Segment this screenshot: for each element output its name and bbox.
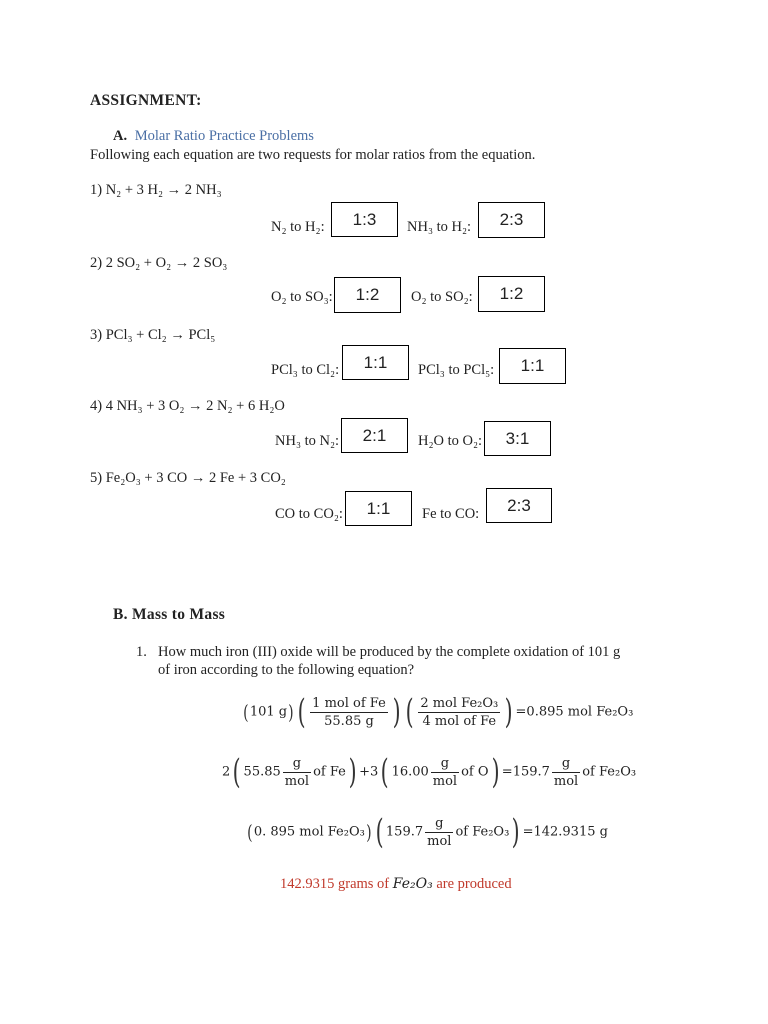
assignment-title: ASSIGNMENT: — [90, 92, 202, 109]
section-a-letter: A. — [113, 128, 128, 144]
answer-box-4a: 2:1 — [341, 418, 408, 453]
equation-3: 3) PCl₃ + Cl₂ → PCl₅ — [90, 327, 216, 343]
answer-box-5a: 1:1 — [345, 491, 412, 526]
equation-4: 4) 4 NH₃ + 3 O₂ → 2 N₂ + 6 H₂O — [90, 398, 285, 414]
ratio-label-2a: O₂ to SO₃: — [271, 289, 333, 305]
calculation-2: 2( 55.85 $\frac{g}{\text{mol}}$ of Fe) +3( 16.00 $\frac{g}{\text{mol}}$ of O) =159.7 $\frac{g}{\text{mol}}$ of Fe₂O₃ — [222, 752, 637, 792]
calc1-result: =0.895 mol Fe₂O₃ — [515, 704, 634, 720]
ratio-label-2b: O₂ to SO₂: — [411, 289, 473, 305]
answer-box-3a: 1:1 — [342, 345, 409, 380]
final-answer: 142.9315 grams of Fe₂O₃ are produced — [280, 876, 512, 892]
section-a-heading — [113, 128, 314, 145]
section-a-title: Molar Ratio Practice Problems — [134, 128, 314, 144]
calc1-fraction-1: $\frac{\text{1 mol of Fe}}{55.85 g}$ — [312, 695, 386, 729]
ratio-label-4b: H₂O to O₂: — [418, 433, 483, 449]
ratio-label-5b: Fe to CO: — [422, 506, 480, 522]
calc1-fraction-2: $\frac{\text{2 mol Fe₂O₃}}{\text{4 mol of Fe}}$ — [420, 695, 499, 729]
question-line-1: How much iron (III) oxide will be produced by the complete oxidation of 101 g — [158, 644, 621, 660]
equation-5: 5) Fe₂O₃ + 3 CO → 2 Fe + 3 CO₂ — [90, 470, 286, 486]
calculation-3: (0. 895 mol Fe₂O₃) ( 159.7 $\frac{g}{\text{mol}}$ of Fe₂O₃) =142.9315 g — [247, 812, 608, 852]
ratio-label-3a: PCl₃ to Cl₂: — [271, 362, 340, 378]
answer-box-2b: 1:2 — [478, 276, 545, 312]
equation-1: 1) N₂ + 3 H₂ → 2 NH₃ — [90, 182, 222, 198]
answer-box-4b: 3:1 — [484, 421, 551, 456]
question-number: 1. — [136, 644, 147, 660]
section-b-heading: B. Mass to Mass — [113, 606, 226, 623]
answer-box-1a: 1:3 — [331, 202, 398, 237]
ratio-label-3b: PCl₃ to PCl₅: — [418, 362, 495, 378]
answer-box-5b: 2:3 — [486, 488, 552, 523]
calculation-1: (101 g) ( $\frac{\text{1 mol of Fe}}{55.85 g}$ ) ( $\frac{\text{2 mol Fe₂O₃}}{\text{4 mol of Fe}}$ ) =0.895 mol Fe₂O₃ — [243, 692, 634, 732]
section-a-instructions: Following each equation are two requests for molar ratios from the equation. — [90, 147, 536, 163]
ratio-label-4a: NH₃ to N₂: — [275, 433, 340, 449]
ratio-label-5a: CO to CO₂: — [275, 506, 343, 522]
question-line-2: of iron according to the following equation? — [158, 662, 415, 678]
calc1-given: 101 g — [249, 704, 288, 720]
answer-box-2a: 1:2 — [334, 277, 401, 313]
final-answer-compound: Fe₂O₃ — [392, 876, 433, 892]
answer-box-1b: 2:3 — [478, 202, 545, 238]
answer-box-3b: 1:1 — [499, 348, 566, 384]
ratio-label-1a: N₂ to H₂: — [271, 219, 325, 235]
ratio-label-1b: NH₃ to H₂: — [407, 219, 472, 235]
equation-2: 2) 2 SO₂ + O₂ → 2 SO₃ — [90, 255, 228, 271]
